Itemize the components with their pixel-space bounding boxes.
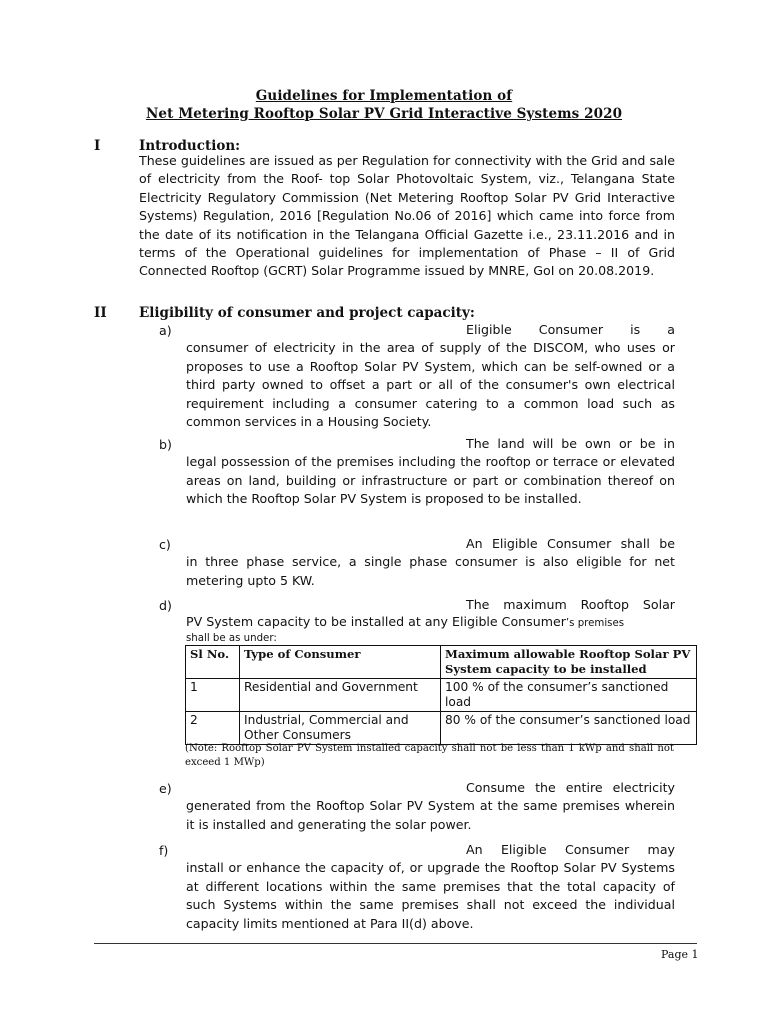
table-row xyxy=(186,679,697,712)
item-a-lead: Eligible Consumer is a xyxy=(466,322,675,337)
footer-divider xyxy=(94,943,697,944)
item-d-body xyxy=(186,614,624,629)
item-label-f: f) xyxy=(159,843,169,858)
table-row xyxy=(186,712,697,745)
introduction-paragraph: These guidelines are issued as per Regulation for connectivity with the Grid and sale of electricity from the Roof- top Solar Photovoltaic System, viz., Telangana State Electricity Regulatory Commission (Net Metering Rooftop Solar PV Grid Interactive Systems) Regulation, 2016 [Regulation No.06 of 2016] which came into force from the date of its notification in the Telangana Official Gazette i.e., 23.11.2016 and in terms of the Operational guidelines for implementation of Phase – II of Grid Connected Rooftop (GCRT) Solar Programme issued by MNRE, GoI on 20.08.2019. xyxy=(139,153,675,279)
section-heading-introduction: Introduction: xyxy=(139,138,241,154)
table-header-type-of-consumer: Type of Consumer xyxy=(240,646,441,679)
item-label-d: d) xyxy=(159,598,172,613)
table-header-sl-no: Sl No. xyxy=(186,646,240,679)
item-d-body-line2: shall be as under: xyxy=(186,633,277,644)
table-cell-capacity: 80 % of the consumer’s sanctioned load xyxy=(441,712,697,745)
item-e-lead: Consume the entire electricity xyxy=(466,780,675,795)
table-cell-sl-no: 1 xyxy=(186,679,240,712)
table-note: (Note: Rooftop Solar PV System installed capacity shall not be less than 1 kWp and shall not exceed 1 MWp) xyxy=(185,743,674,768)
section-heading-eligibility: Eligibility of consumer and project capacity: xyxy=(139,305,475,321)
item-b-body: legal possession of the premises including the rooftop or terrace or elevated areas on land, building or infrastructure or part or combination thereof on which the Rooftop Solar PV System is proposed to be installed. xyxy=(186,454,675,507)
table-cell-sl-no: 2 xyxy=(186,712,240,745)
document-title-line-1: Guidelines for Implementation of xyxy=(255,88,513,104)
item-a-body: consumer of electricity in the area of supply of the DISCOM, who uses or proposes to use a Rooftop Solar PV System, which can be self-owned or a third party owned to offset a part or all of the consumer's own electrical requirement including a consumer catering to a common load such as common services in a Housing Society. xyxy=(186,340,675,430)
item-label-c: c) xyxy=(159,537,171,552)
page-number: Page 1 xyxy=(661,948,699,961)
document-title-line-2: Net Metering Rooftop Solar PV Grid Interactive Systems 2020 xyxy=(145,106,623,122)
eligibility-table xyxy=(185,645,697,745)
item-e-text xyxy=(186,779,675,834)
table-header-max-capacity: Maximum allowable Rooftop Solar PV System capacity to be installed xyxy=(441,646,697,679)
table-cell-type: Industrial, Commercial and Other Consumers xyxy=(240,712,441,745)
item-d-body-main: PV System capacity to be installed at any Eligible Consumer xyxy=(186,614,566,629)
item-c-text xyxy=(186,535,675,590)
item-f-lead: An Eligible Consumer may xyxy=(466,842,675,857)
item-b-lead: The land will be own or be in xyxy=(466,436,675,451)
item-f-body: install or enhance the capacity of, or upgrade the Rooftop Solar PV Systems at different locations within the same premises that the total capacity of such Systems within the same premises shall not exceed the individual capacity limits mentioned at Para II(d) above. xyxy=(186,860,675,931)
item-label-b: b) xyxy=(159,437,172,452)
item-f-text xyxy=(186,841,675,933)
section-number-2: II xyxy=(94,305,107,321)
item-label-a: a) xyxy=(159,323,172,338)
item-b-text xyxy=(186,435,675,509)
item-c-lead: An Eligible Consumer shall be xyxy=(466,536,675,551)
table-cell-type: Residential and Government xyxy=(240,679,441,712)
item-d-text xyxy=(186,596,675,614)
item-label-e: e) xyxy=(159,781,172,796)
item-a-text xyxy=(186,321,675,431)
item-e-body: generated from the Rooftop Solar PV System at the same premises wherein it is installed and generating the solar power. xyxy=(186,798,675,832)
item-c-body: in three phase service, a single phase consumer is also eligible for net metering upto 5 KW. xyxy=(186,554,675,588)
section-number-1: I xyxy=(94,138,101,154)
table-cell-capacity: 100 % of the consumer’s sanctioned load xyxy=(441,679,697,712)
item-d-lead: The maximum Rooftop Solar xyxy=(466,597,675,612)
item-d-body-small: ’s premises xyxy=(565,618,625,629)
table-header-row xyxy=(186,646,697,679)
